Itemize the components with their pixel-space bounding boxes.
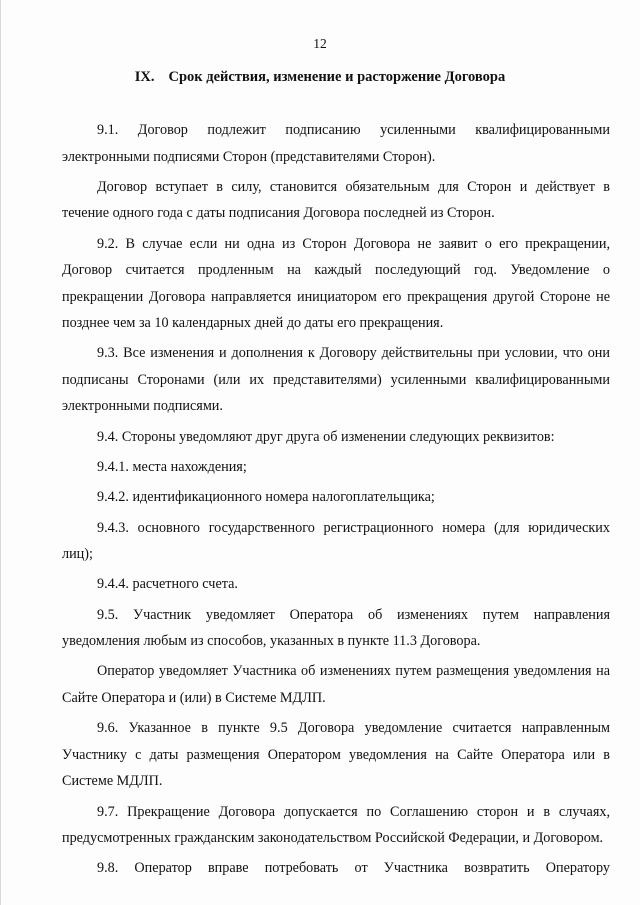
section-title: Срок действия, изменение и расторжение Договора [168,69,506,85]
paragraph-9-7: 9.7. Прекращение Договора допускается по Соглашению сторон и в случаях, предусмотренных гражданским законодательством Российской Федерации, и Договором. [62,803,610,847]
page-number: 12 [313,36,327,51]
paragraph-9-1: 9.1. Договор подлежит подписанию усиленными квалифицированными электронными подписями Сторон (представителями Сторон). [62,122,610,165]
paragraph-9-4: 9.4. Стороны уведомляют друг друга об изменении следующих реквизитов: [97,428,555,445]
document-body [62,117,610,886]
paragraph-9-5-operator: Оператор уведомляет Участника об изменениях путем размещения уведомления на Сайте Оператора и (или) в Системе МДЛП. [62,663,610,706]
paragraph-9-4-4: 9.4.4. расчетного счета. [97,576,238,593]
paragraph-9-4-1: 9.4.1. места нахождения; [97,458,247,475]
paragraph-9-4-3: 9.4.3. основного государственного регистрационного номера (для юридических лиц); [62,519,610,563]
paragraph-9-6: 9.6. Указанное в пункте 9.5 Договора уведомление считается направленным Участнику с даты размещения Оператором уведомления на Сайте Оператора или в Системе МДЛП. [62,720,610,790]
scan-edge-line [0,0,1,905]
paragraph-9-3: 9.3. Все изменения и дополнения к Договору действительны при условии, что они подписаны Сторонами (или их представителями) усиленными квалифицированными электронными подписями. [62,345,610,415]
paragraph-9-2: 9.2. В случае если ни одна из Сторон Договора не заявит о его прекращении, Договор считается продленным на каждый последующий год. Уведомление о прекращении Договора направляется инициатором его прекращения другой Стороне не позднее чем за 10 календарных дней до даты его прекращения. [62,235,610,332]
paragraph-9-4-2: 9.4.2. идентификационного номера налогоплательщика; [97,489,435,506]
paragraph-9-8: 9.8. Оператор вправе потребовать от Участника возвратить Оператору [97,860,610,877]
section-number: IX. [134,69,155,85]
paragraph-9-1-effect: Договор вступает в силу, становится обязательным для Сторон и действует в течение одного года с даты подписания Договора последней из Сторон. [62,178,610,222]
section-heading [0,69,640,86]
paragraph-9-5: 9.5. Участник уведомляет Оператора об изменениях путем направления уведомления любым из способов, указанных в пункте 11.3 Договора. [62,606,610,650]
